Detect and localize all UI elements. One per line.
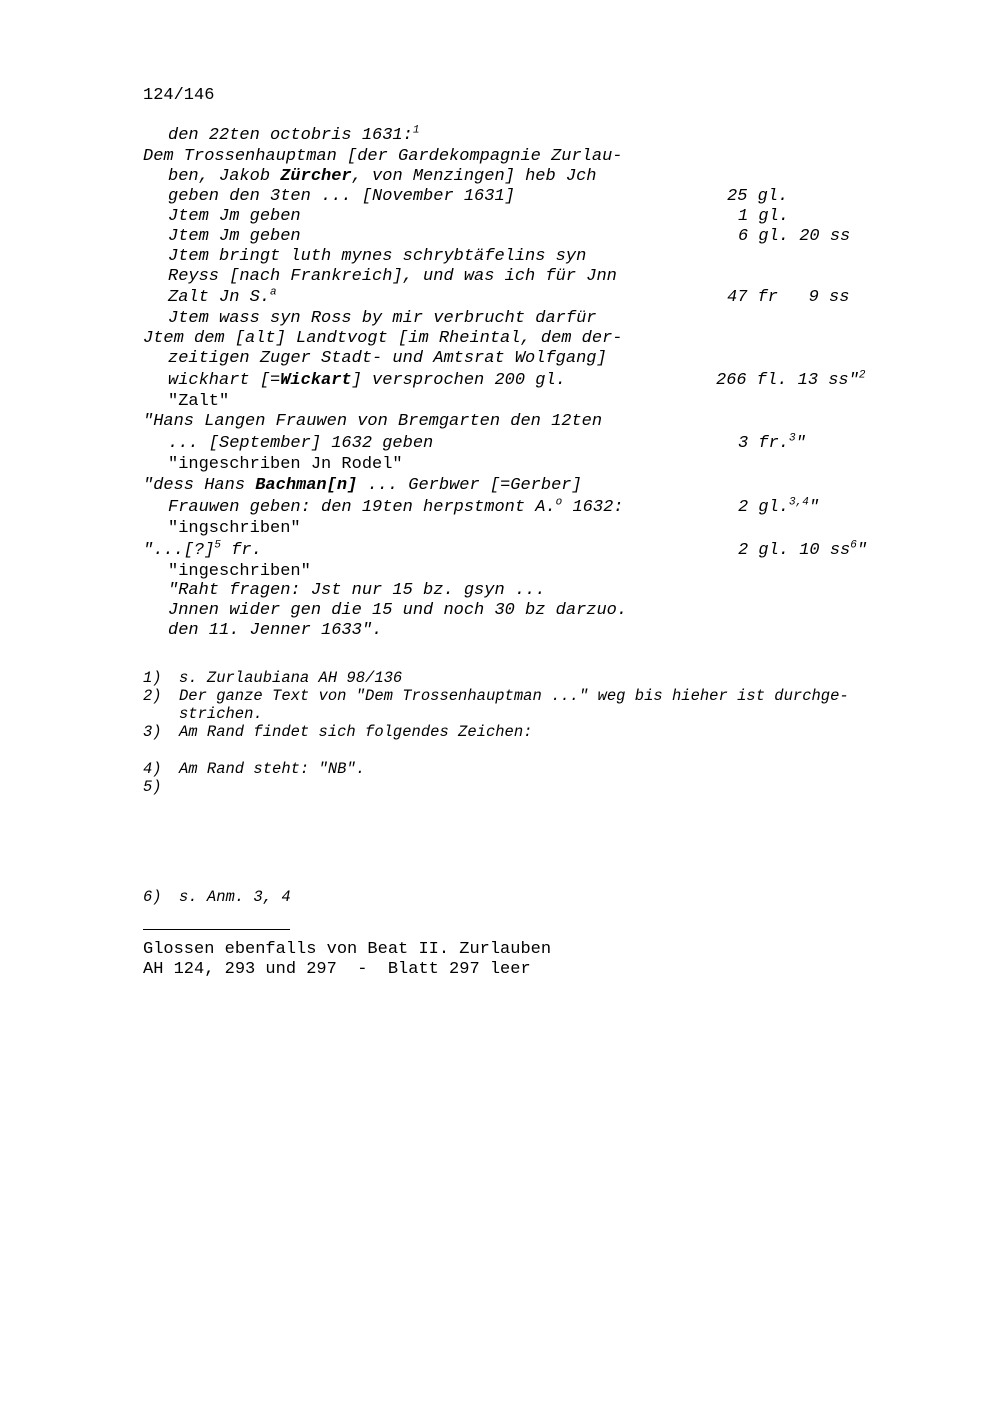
footnote-text: s. Anm. 3, 4 bbox=[179, 888, 291, 906]
footnote-number: 4) bbox=[143, 760, 162, 778]
footnote-number: 3) bbox=[143, 723, 162, 741]
amount: 1 gl. bbox=[738, 207, 790, 226]
footnote-number: 1) bbox=[143, 669, 162, 687]
gloss-note: Glossen ebenfalls von Beat II. Zurlauben bbox=[143, 940, 552, 959]
text-line: Jtem wass syn Ross by mir verbrucht darfür bbox=[168, 309, 597, 328]
text-line: Frauwen geben: den 19ten herpstmont A.$^o$ 1632: bbox=[168, 496, 624, 517]
amount: 25 gl. bbox=[727, 187, 789, 206]
amount: 266 fl. 13 ss"$^2$ bbox=[716, 369, 866, 390]
text-line: Reyss [nach Frankreich], und was ich für Jnn bbox=[168, 267, 617, 286]
text-line: Dem Trossenhauptman [der Gardekompagnie Zurlau- bbox=[143, 147, 623, 166]
text-line: "...[?]$^5$ fr. bbox=[143, 539, 262, 560]
text-line: "dess Hans Bachman[n] ... Gerbwer [=Gerber] bbox=[143, 476, 582, 495]
name-highlight: Bachman[n] bbox=[255, 476, 358, 495]
footnote-number: 6) bbox=[143, 888, 162, 906]
page-number: 124/146 bbox=[143, 86, 215, 105]
text-line: geben den 3ten ... [November 1631] bbox=[168, 187, 515, 206]
text-line: wickhart [=Wickart] versprochen 200 gl. bbox=[168, 371, 566, 390]
text-line: "Hans Langen Frauwen von Bremgarten den 12ten bbox=[143, 412, 603, 431]
text-line: "ingeschriben Jn Rodel" bbox=[168, 455, 403, 474]
text-line: Jtem Jm geben bbox=[168, 227, 301, 246]
amount: 2 gl. 10 $ss^6$" bbox=[738, 539, 868, 560]
text-line: Zalt Jn S.$^a$ bbox=[168, 286, 277, 307]
text-line: "Zalt" bbox=[168, 392, 230, 411]
footnote-text: s. Zurlaubiana AH 98/136 bbox=[179, 669, 403, 687]
text-line: "Raht fragen: Jst nur 15 bz. gsyn ... bbox=[168, 581, 546, 600]
footnote-text: strichen. bbox=[179, 705, 263, 723]
amount: 2 gl.$^{3,4}$" bbox=[738, 496, 820, 517]
text-line: "ingeschriben" bbox=[168, 562, 311, 581]
text-line: Jtem Jm geben bbox=[168, 207, 301, 226]
text-line: ... [September] 1632 geben bbox=[168, 434, 434, 453]
text-line: den 11. Jenner 1633". bbox=[168, 621, 383, 640]
text-line: "ingschriben" bbox=[168, 519, 301, 538]
text-line: den 22ten octobris 1631:$^1$ bbox=[168, 124, 420, 145]
amount: 3 fr.$^3$" bbox=[738, 432, 806, 453]
name-highlight: Wickart bbox=[280, 371, 352, 390]
text-line: zeitigen Zuger Stadt- und Amtsrat Wolfgang] bbox=[168, 349, 607, 368]
name-highlight: Zürcher bbox=[280, 167, 352, 186]
gloss-note: AH 124, 293 und 297 - Blatt 297 leer bbox=[143, 960, 531, 979]
footnote-number: 2) bbox=[143, 687, 162, 705]
text-line: Jnnen wider gen die 15 und noch 30 bz darzuo. bbox=[168, 601, 628, 620]
footnote-text: Der ganze Text von "Dem Trossenhauptman ..." weg bis hieher ist durchge- bbox=[179, 687, 849, 705]
text-line: ben, Jakob Zürcher, von Menzingen] heb Jch bbox=[168, 167, 597, 186]
footnote-text: Am Rand findet sich folgendes Zeichen: bbox=[179, 723, 533, 741]
amount: 47 fr 9 ss bbox=[727, 288, 850, 307]
separator-rule bbox=[143, 929, 290, 930]
text-line: Jtem bringt luth mynes schrybtäfelins syn bbox=[168, 247, 587, 266]
text-line: Jtem dem [alt] Landtvogt [im Rheintal, dem der- bbox=[143, 329, 623, 348]
amount: 6 gl. 20 ss bbox=[738, 227, 851, 246]
footnote-text: Am Rand steht: "NB". bbox=[179, 760, 366, 778]
footnote-number: 5) bbox=[143, 778, 162, 796]
